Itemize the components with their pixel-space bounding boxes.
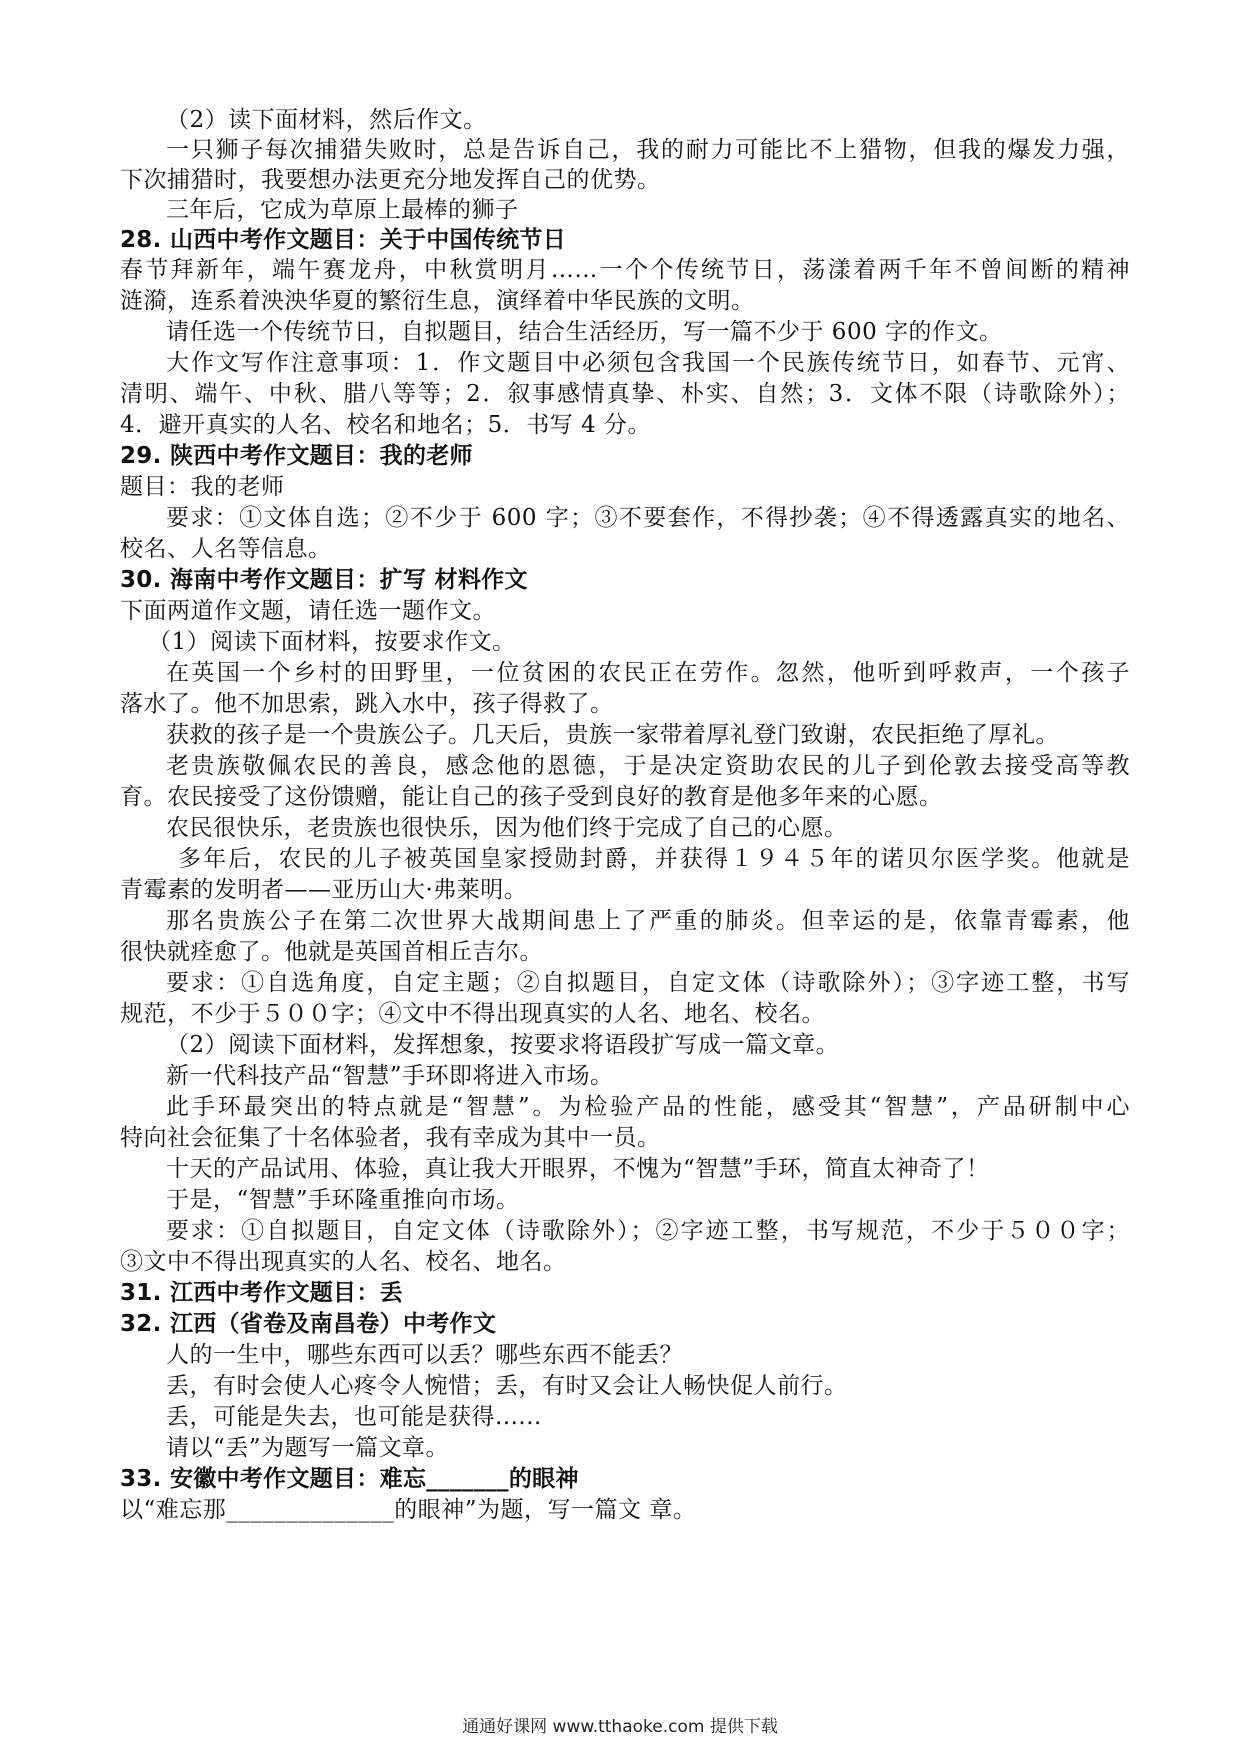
paragraph-line: 三年后，它成为草原上最棒的狮子 bbox=[166, 197, 519, 223]
paragraph-line: 4．避开真实的人名、校名和地名；5．书写 4 分。 bbox=[120, 412, 652, 438]
paragraph-line: 十天的产品试用、体验，真让我大开眼界，不愧为“智慧”手环，简直太神奇了！ bbox=[166, 1156, 990, 1182]
paragraph-line: （1）阅读下面材料，按要求作文。 bbox=[148, 629, 516, 655]
paragraph-line: 春节拜新年，端午赛龙舟，中秋赏明月……一个个传统节日，荡漾着两千年不曾间断的精神 bbox=[120, 257, 1130, 283]
paragraph-line: 此手环最突出的特点就是“智慧”。为检验产品的性能，感受其“智慧”，产品研制中心 bbox=[166, 1094, 1130, 1120]
paragraph-line: 要求：①自拟题目，自定文体（诗歌除外）；②字迹工整，书写规范，不少于５００字； bbox=[166, 1218, 1130, 1244]
paragraph-line: 一只狮子每次捕猎失败时，总是告诉自己，我的耐力可能比不上猎物，但我的爆发力强， bbox=[166, 137, 1130, 163]
paragraph-line: 育。农民接受了这份馈赠，能让自己的孩子受到良好的教育是他多年来的心愿。 bbox=[120, 784, 943, 810]
paragraph-line: 大作文写作注意事项：1．作文题目中必须包含我国一个民族传统节日，如春节、元宵、 bbox=[166, 350, 1130, 376]
paragraph-line: 于是，“智慧”手环隆重推向市场。 bbox=[166, 1187, 520, 1213]
paragraph-line: 获救的孩子是一个贵族公子。几天后，贵族一家带着厚礼登门致谢，农民拒绝了厚礼。 bbox=[166, 722, 1059, 748]
paragraph-line: 农民很快乐，老贵族也很快乐，因为他们终于完成了自己的心愿。 bbox=[166, 815, 848, 841]
paragraph-line: 那名贵族公子在第二次世界大战期间患上了严重的肺炎。但幸运的是，依靠青霉素，他 bbox=[166, 908, 1130, 934]
paragraph-line: 请任选一个传统节日，自拟题目，结合生活经历，写一篇不少于 600 字的作文。 bbox=[166, 319, 1003, 345]
section-heading-29: 29. 陕西中考作文题目：我的老师 bbox=[120, 443, 473, 469]
section-heading-30: 30. 海南中考作文题目：扩写 材料作文 bbox=[120, 567, 528, 593]
paragraph-line: 新一代科技产品“智慧”手环即将进入市场。 bbox=[166, 1063, 614, 1089]
section-heading-33: 33. 安徽中考作文题目：难忘_______的眼神 bbox=[120, 1466, 579, 1492]
paragraph-line: （2）阅读下面材料，发挥想象，按要求将语段扩写成一篇文章。 bbox=[166, 1032, 840, 1058]
paragraph-line: 在英国一个乡村的田野里，一位贫困的农民正在劳作。忽然，他听到呼救声，一个孩子 bbox=[166, 660, 1130, 686]
section-heading-28: 28. 山西中考作文题目：关于中国传统节日 bbox=[120, 227, 567, 253]
section-heading-32: 32. 江西（省卷及南昌卷）中考作文 bbox=[120, 1311, 497, 1337]
paragraph-line: 人的一生中，哪些东西可以丢？哪些东西不能丢？ bbox=[166, 1342, 683, 1368]
paragraph-line: （2）读下面材料，然后作文。 bbox=[166, 107, 487, 133]
paragraph-line: 特向社会征集了十名体验者，我有幸成为其中一员。 bbox=[120, 1125, 661, 1151]
paragraph-line: 丢，有时会使人心疼令人惋惜；丢，有时又会让人畅快促人前行。 bbox=[166, 1373, 848, 1399]
paragraph-line: 规范，不少于５００字；④文中不得出现真实的人名、地名、校名。 bbox=[120, 1001, 825, 1027]
paragraph-line: 校名、人名等信息。 bbox=[120, 536, 332, 562]
paragraph-line: 老贵族敬佩农民的善良，感念他的恩德，于是决定资助农民的儿子到伦敦去接受高等教 bbox=[166, 753, 1130, 779]
paragraph-line: 要求：①文体自选；②不少于 600 字；③不要套作，不得抄袭；④不得透露真实的地名、 bbox=[166, 505, 1130, 531]
paragraph-line: 落水了。他不加思索，跳入水中，孩子得救了。 bbox=[120, 691, 614, 717]
section-heading-31: 31. 江西中考作文题目：丢 bbox=[120, 1280, 403, 1306]
paragraph-line: 要求：①自选角度，自定主题；②自拟题目，自定文体（诗歌除外）；③字迹工整，书写 bbox=[166, 970, 1130, 996]
paragraph-line: 题目：我的老师 bbox=[120, 474, 285, 500]
paragraph-line: 以“难忘那______________的眼神”为题，写一篇文 章。 bbox=[120, 1497, 697, 1523]
paragraph-line: 很快就痊愈了。他就是英国首相丘吉尔。 bbox=[120, 939, 543, 965]
paragraph-line: 下次捕猎时，我要想办法更充分地发挥自己的优势。 bbox=[120, 167, 661, 193]
paragraph-line: 请以“丢”为题写一篇文章。 bbox=[166, 1435, 450, 1461]
page-footer: 通通好课网 www.tthaoke.com 提供下载 bbox=[462, 1717, 778, 1737]
paragraph-line: 多年后，农民的儿子被英国皇家授勋封爵，并获得１９４５年的诺贝尔医学奖。他就是 bbox=[178, 846, 1130, 872]
paragraph-line: ③文中不得出现真实的人名、校名、地名。 bbox=[120, 1249, 567, 1275]
paragraph-line: 涟漪，连系着泱泱华夏的繁衍生息，演绎着中华民族的文明。 bbox=[120, 288, 755, 314]
paragraph-line: 清明、端午、中秋、腊八等等；2．叙事感情真挚、朴实、自然；3．文体不限（诗歌除外）； bbox=[120, 381, 1130, 407]
paragraph-line: 丢，可能是失去，也可能是获得...... bbox=[166, 1404, 542, 1430]
paragraph-line: 下面两道作文题，请任选一题作文。 bbox=[120, 598, 496, 624]
paragraph-line: 青霉素的发明者——亚历山大·弗莱明。 bbox=[120, 877, 528, 903]
